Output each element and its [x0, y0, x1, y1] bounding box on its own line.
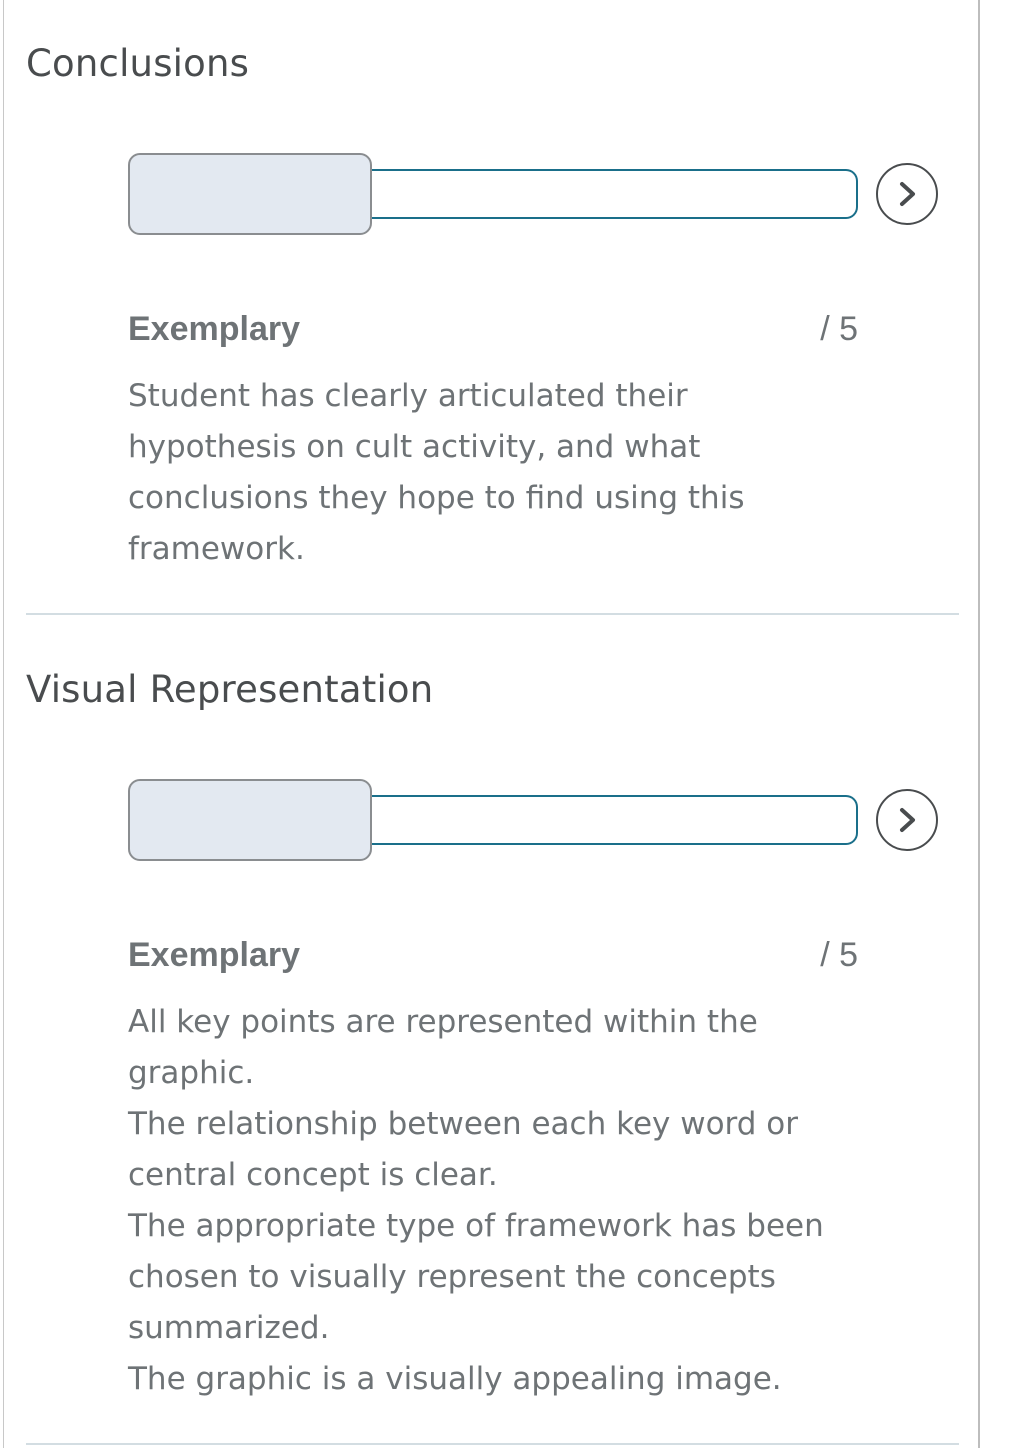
next-level-button[interactable]	[876, 163, 938, 225]
description-line: The relationship between each key word or	[128, 1106, 798, 1142]
score-out-of: / 5	[820, 936, 858, 974]
selected-level-row	[128, 310, 858, 354]
chevron-right-icon	[892, 179, 922, 209]
description-line: The graphic is a visually appealing image.	[128, 1361, 782, 1397]
description-line: All key points are represented within the	[128, 1004, 758, 1040]
selected-level-row	[128, 936, 858, 980]
next-level-button[interactable]	[876, 789, 938, 851]
level-option-3[interactable]	[612, 169, 858, 219]
level-description	[128, 997, 868, 1405]
level-name: Exemplary	[128, 310, 300, 348]
level-selector	[128, 779, 858, 861]
divider	[26, 1443, 959, 1445]
description-line: Student has clearly articulated their	[128, 378, 688, 414]
description-line: conclusions they hope to find using this	[128, 480, 745, 516]
description-line: summarized.	[128, 1310, 330, 1346]
divider	[26, 613, 959, 615]
level-option-2[interactable]	[368, 169, 614, 219]
level-option-3[interactable]	[612, 795, 858, 845]
chevron-right-icon	[892, 805, 922, 835]
level-option-exemplary-selected[interactable]	[128, 153, 372, 235]
description-line: central concept is clear.	[128, 1157, 498, 1193]
criterion-title: Visual Representation	[26, 668, 434, 711]
description-line: framework.	[128, 531, 305, 567]
criterion-title: Conclusions	[26, 42, 250, 85]
description-line: graphic.	[128, 1055, 255, 1091]
description-line: chosen to visually represent the concepts	[128, 1259, 776, 1295]
level-option-2[interactable]	[368, 795, 614, 845]
rubric-panel	[3, 0, 980, 1448]
description-line: hypothesis on cult activity, and what	[128, 429, 701, 465]
level-description	[128, 371, 868, 575]
description-line: The appropriate type of framework has been	[128, 1208, 824, 1244]
level-selector	[128, 153, 858, 235]
score-out-of: / 5	[820, 310, 858, 348]
level-name: Exemplary	[128, 936, 300, 974]
level-option-exemplary-selected[interactable]	[128, 779, 372, 861]
